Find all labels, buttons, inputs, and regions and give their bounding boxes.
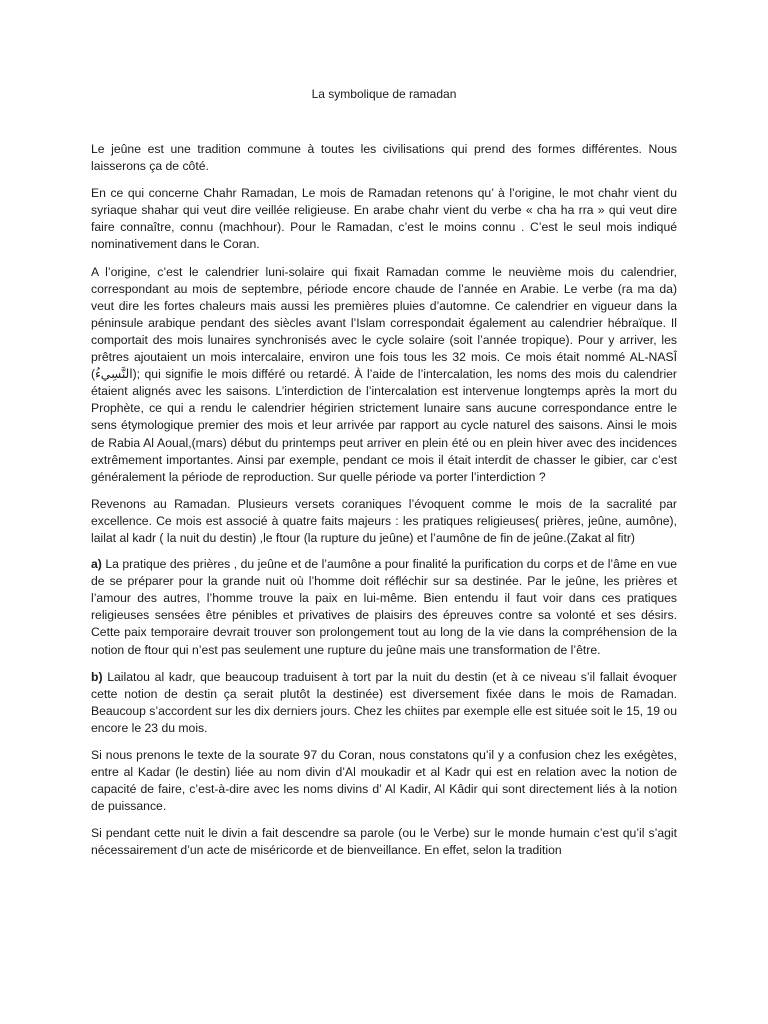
paragraph-text: Lailatou al kadr, que beaucoup traduisent à tort par la nuit du destin (et à ce niveau s’il fallait évoquer cette notion de destin ça serait plutôt la destinée) est diversement fixée dans le mois de Ramadan. Beaucoup s’accordent sur les dix derniers jours. Chez les chiites par exemple elle est située soit le 15, 19 ou encore le 23 du mois. (91, 669, 677, 735)
document-body (91, 141, 677, 870)
paragraph-text: Revenons au Ramadan. Plusieurs versets coraniques l’évoquent comme le mois de la sacralité par excellence. Ce mois est associé à quatre faits majeurs : les pratiques religieuses( prières, jeûne, aumône), lailat al kadr ( la nuit du destin) ,le ftour (la rupture du jeûne) et l’aumône de fin de jeûne.(Zakat al fitr) (91, 496, 677, 545)
document-title: La symbolique de ramadan (311, 87, 457, 101)
paragraph-ramadan (91, 496, 677, 547)
paragraph-label: b) (91, 669, 103, 684)
paragraph-text: La pratique des prières , du jeûne et de l’aumône a pour finalité la purification du corps et de l’âme en vue de se préparer pour la grande nuit où l’homme doit réfléchir sur sa destinée. Par le jeûne, les prières et l’amour des autres, l’homme trouve la paix en lui-même. Bien entendu il faut voir dans ces pratiques religieuses sensées être pénibles et privatives de plaisirs des épreuves contre sa volonté et ses désirs. Cette paix temporaire devrait trouver son prolongement tout au long de la vie dans la compréhension de la notion de ftour qui n’est pas seulement une rupture du jeûne mais une transformation de l’être. (91, 557, 677, 657)
paragraph-intro (91, 141, 677, 175)
paragraph-sourate (91, 747, 677, 815)
paragraph-nuit (91, 825, 677, 859)
paragraph-b (91, 669, 677, 737)
paragraph-a (91, 556, 677, 659)
paragraph-text: A l’origine, c’est le calendrier luni-solaire qui fixait Ramadan comme le neuvième mois du calendrier, correspondant au mois de septembre, période encore chaude de l’année en Arabie. Le verbe (ra ma da) veut dire les fortes chaleurs mais aussi les premières pluies d’automne. Ce calendrier en vigueur dans la péninsule arabique pendant des siècles avant l’Islam correspondait également au calendrier hébraïque. Il comportait des mois lunaires synchronisés avec le cycle solaire (soit l’année tropique). Pour y arriver, les prêtres ajoutaient un mois intercalaire, environ une fois tous les 32 mois. Ce mois était nommé AL-NASÎ (النَّسِيءُ); qui signifie le mois différé ou retardé. À l’aide de l’intercalation, les noms des mois du calendrier étaient alignés avec les saisons. L’interdiction de l’intercalation est intervenue longtemps après la mort du Prophète, ce qui a rendu le calendrier hégirien strictement lunaire sans aucune correspondance entre le sens étymologique premier des mois et leur arrivée par rapport au cycle naturel des saisons. Ainsi le mois de Rabia Al Aoual,(mars) début du printemps peut arriver en plein été ou en plein hiver avec des incidences extrêmement importantes. Ainsi par exemple, pendant ce mois il était interdit de chasser le gibier, car c’est généralement la période de reproduction. Sur quelle période va porter l’interdiction ? (91, 264, 677, 484)
paragraph-text: En ce qui concerne Chahr Ramadan, Le mois de Ramadan retenons qu’ à l’origine, le mot chahr vient du syriaque shahar qui veut dire veillée religieuse. En arabe chahr vient du verbe « cha ha rra » qui veut dire faire connaître, connu (machhour). Pour le Ramadan, c’est le moins connu . C’est le seul mois indiqué nominativement dans le Coran. (91, 186, 677, 252)
paragraph-text: Si nous prenons le texte de la sourate 97 du Coran, nous constatons qu’il y a confusion chez les exégètes, entre al Kadar (le destin) liée au nom divin d’Al moukadir et al Kadr qui est en relation avec la notion de capacité de faire, c’est-à-dire avec les noms divins d’ Al Kadir, Al Kâdir qui sont directement liés à la notion de puissance. (91, 748, 677, 814)
paragraph-text: Le jeûne est une tradition commune à toutes les civilisations qui prend des formes différentes. Nous laisserons ça de côté. (91, 142, 677, 174)
paragraph-label: a) (91, 557, 102, 572)
paragraph-calendar (91, 264, 677, 486)
paragraph-chahr (91, 185, 677, 253)
paragraph-text: Si pendant cette nuit le divin a fait descendre sa parole (ou le Verbe) sur le monde humain c’est qu’il s’agit nécessairement d’un acte de miséricorde et de bienveillance. En effet, selon la tradition (91, 826, 677, 858)
